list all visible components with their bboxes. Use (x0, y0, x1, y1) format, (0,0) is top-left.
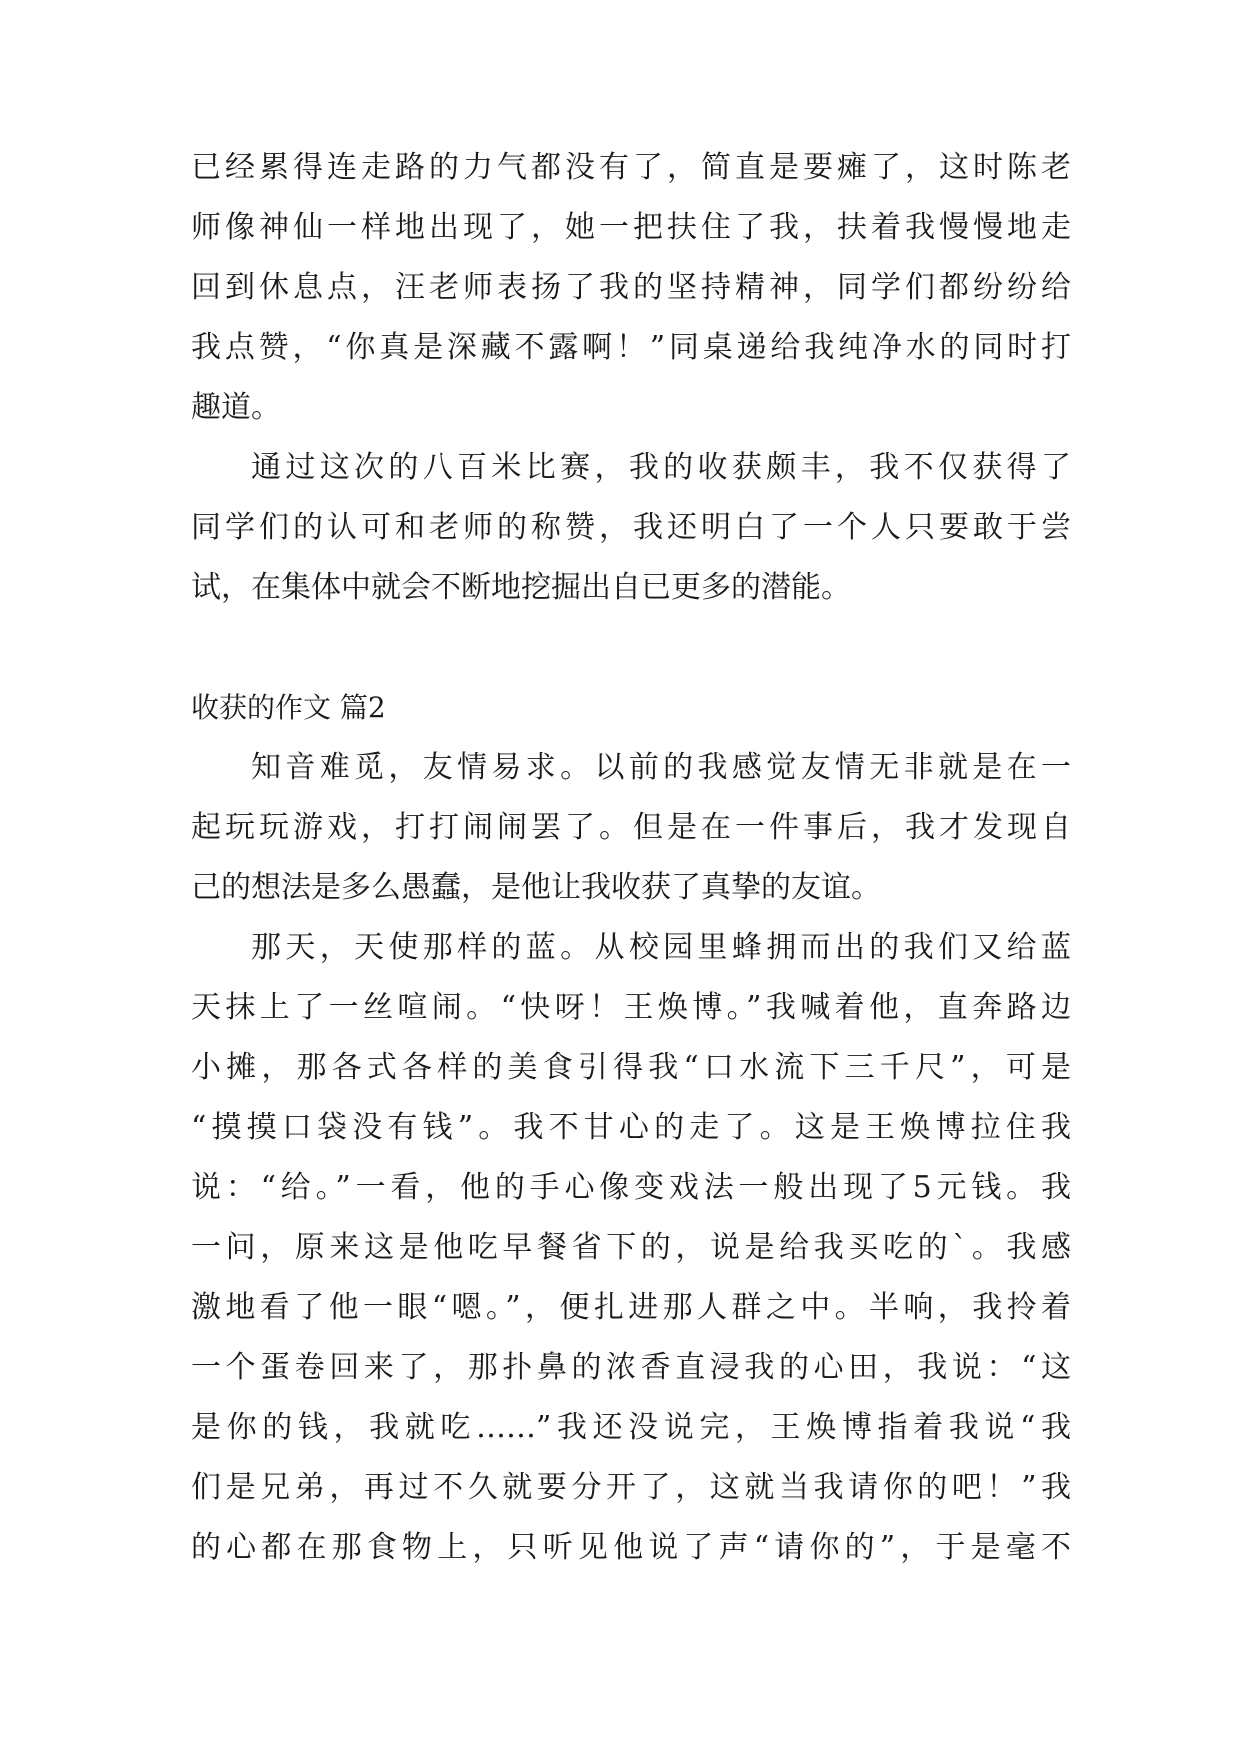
paragraph-3-line-2: 起玩玩游戏，打打闹闹罢了。但是在一件事后，我才发现自 (191, 810, 1071, 845)
paragraph-2-line-3: 试，在集体中就会不断地挖掘出自已更多的潜能。 (191, 570, 851, 605)
paragraph-1-line-5: 趣道。 (191, 390, 281, 425)
paragraph-4-line-10: 们是兄弟，再过不久就要分开了，这就当我请你的吧！”我 (191, 1470, 1071, 1505)
paragraph-4-line-7: 激地看了他一眼“嗯。”，便扎进那人群之中。半响，我拎着 (191, 1290, 1071, 1325)
paragraph-2-line-2: 同学们的认可和老师的称赞，我还明白了一个人只要敢于尝 (191, 510, 1071, 545)
section-heading: 收获的作文 篇2 (191, 691, 386, 724)
paragraph-3-line-3: 己的想法是多么愚蠢，是他让我收获了真挚的友谊。 (191, 870, 881, 905)
paragraph-4-line-1: 那天，天使那样的蓝。从校园里蜂拥而出的我们又给蓝 (251, 930, 1071, 965)
paragraph-4-line-5: 说：“给。”一看，他的手心像变戏法一般出现了5元钱。我 (191, 1170, 1071, 1205)
paragraph-1-line-2: 师像神仙一样地出现了，她一把扶住了我，扶着我慢慢地走 (191, 210, 1071, 245)
paragraph-3-line-1: 知音难觅，友情易求。以前的我感觉友情无非就是在一 (251, 750, 1071, 785)
paragraph-1-line-3: 回到休息点，汪老师表扬了我的坚持精神，同学们都纷纷给 (191, 270, 1071, 305)
paragraph-4-line-8: 一个蛋卷回来了，那扑鼻的浓香直浸我的心田，我说：“这 (191, 1350, 1071, 1385)
paragraph-4-line-2: 天抹上了一丝喧闹。“快呀！王焕博。”我喊着他，直奔路边 (191, 990, 1071, 1025)
paragraph-4-line-11: 的心都在那食物上，只听见他说了声“请你的”，于是毫不 (191, 1530, 1071, 1565)
paragraph-4-line-6: 一问，原来这是他吃早餐省下的，说是给我买吃的`。我感 (191, 1230, 1071, 1265)
paragraph-1-line-4: 我点赞，“你真是深藏不露啊！”同桌递给我纯净水的同时打 (191, 330, 1071, 365)
paragraph-4-line-3: 小摊，那各式各样的美食引得我“口水流下三千尺”，可是 (191, 1050, 1071, 1085)
paragraph-4-line-9: 是你的钱，我就吃……”我还没说完，王焕博指着我说“我 (191, 1410, 1071, 1445)
paragraph-1-line-1: 已经累得连走路的力气都没有了，简直是要瘫了，这时陈老 (191, 150, 1071, 185)
paragraph-2-line-1: 通过这次的八百米比赛，我的收获颇丰，我不仅获得了 (251, 450, 1071, 485)
paragraph-4-line-4: “摸摸口袋没有钱”。我不甘心的走了。这是王焕博拉住我 (191, 1110, 1071, 1145)
